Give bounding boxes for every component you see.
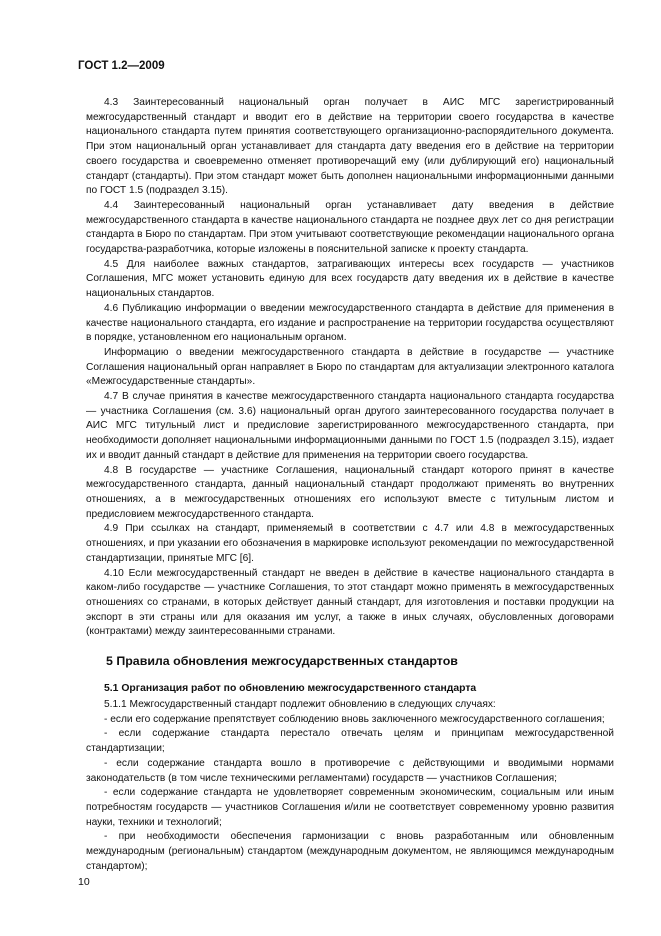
- list-item: - если содержание стандарта не удовлетворяет современным экономическим, социальным или иным потребностям государств — участников Соглашения и/или не соответствует современному уровню развития науки, техники и технологий;: [86, 787, 614, 828]
- paragraph-4-9: 4.9 При ссылках на стандарт, применяемый в соответствии с 4.7 или 4.8 в межгосударственных отношениях, и при указании его обозначения в маркировке используют рекомендации по межгосударственной стандартизации, принятые МГС [6].: [86, 523, 614, 564]
- paragraph-4-5: 4.5 Для наиболее важных стандартов, затрагивающих интересы всех государств — участников Соглашения, МГС может установить единую для всех государств дату введения их в действие в качестве национальных стандартов.: [86, 258, 614, 300]
- document-header: ГОСТ 1.2—2009: [78, 60, 165, 72]
- page-number: 10: [78, 876, 90, 888]
- paragraph-4-7: 4.7 В случае принятия в качестве межгосударственного стандарта национального стандарта государства — участника Соглашения (см. 3.6) национальный орган другого заинтересованного государства получает в АИС МГС титульный лист и предисловие зарегистрированного межгосударственного стандарта, при необходимости дополняет национальными информационными данными по ГОСТ 1.5 (подраздел 3.15), издает их и вводит данный стандарт в действие для применения на территории своего государства.: [86, 391, 614, 461]
- list-item: - при необходимости обеспечения гармонизации с вновь разработанным или обновленным международным (региональным) стандартом (международным документом, не являющимся международным стандартом);: [86, 831, 614, 872]
- section-heading: 5 Правила обновления межгосударственных стандартов: [106, 654, 458, 669]
- paragraph-4-6: 4.6 Публикацию информации о введении межгосударственного стандарта в действие для применения в качестве национального стандарта, его издание и распространение на территории государства осуществляют в порядке, установленном его национальным органом.: [86, 302, 614, 344]
- list-item: - если его содержание препятствует соблюдению вновь заключенного межгосударственного соглашения;: [104, 713, 605, 725]
- paragraph-4-8: 4.8 В государстве — участнике Соглашения, национальный стандарт которого принят в качестве межгосударственного стандарта, данный национальный стандарт продолжают применять во внутренних отношениях, а в межгосударственных отношениях его используют вместе с титульным листом и предисловием межгосударственного стандарта.: [86, 464, 614, 520]
- subsection-heading: 5.1 Организация работ по обновлению межгосударственного стандарта: [104, 683, 477, 695]
- page-content: [86, 96, 614, 874]
- paragraph-4-4: 4.4 Заинтересованный национальный орган устанавливает дату введения в действие межгосударственного стандарта в качестве национального стандарта не позднее двух лет со дня регистрации стандарта в Бюро по стандартам. При этом учитывают соответствующие рекомендации национального органа государства-разработчика, которые изложены в пояснительной записке к проекту стандарта.: [86, 199, 614, 256]
- list-item: - если содержание стандарта вошло в противоречие с действующими и вводимыми нормами законодательств (в том числе техническими регламентами) государств — участников Соглашения;: [86, 757, 614, 784]
- paragraph-4-10: 4.10 Если межгосударственный стандарт не введен в действие в качестве национального стандарта в каком-либо государстве — участнике Соглашения, то этот стандарт можно применять в межгосударственных отношениях со странами, в которых действует данный стандарт, для изготовления и поставки продукции на экспорт в эти страны или для оказания им услуг, а также в иных случаях, обусловленных договорами (контрактами) между заинтересованными странами.: [86, 567, 614, 638]
- paragraph-4-6-info: Информацию о введении межгосударственного стандарта в действие в государстве — участнике Соглашения национальный орган направляет в Бюро по стандартам для актуализации электронного каталога «Межгосударственные стандарты».: [86, 346, 614, 388]
- paragraph-5-1-1: 5.1.1 Межгосударственный стандарт подлежит обновлению в следующих случаях:: [104, 699, 496, 711]
- list-item: - если содержание стандарта перестало отвечать целям и принципам межгосударственной стандартизации;: [86, 728, 614, 755]
- paragraph-4-3: 4.3 Заинтересованный национальный орган получает в АИС МГС зарегистрированный межгосударственный стандарт и вводит его в действие на территории своего государства в качестве национального стандарта путем принятия соответствующего организационно-распорядительного документа. При этом национальный орган устанавливает для стандарта дату введения его в действие на территории своего государства и своевременно отменяет противоречащий ему (или дублирующий его) национальный стандарт (стандарты). При этом стандарт может быть дополнен национальными информационными данными по ГОСТ 1.5 (подраздел 3.15).: [86, 97, 614, 197]
